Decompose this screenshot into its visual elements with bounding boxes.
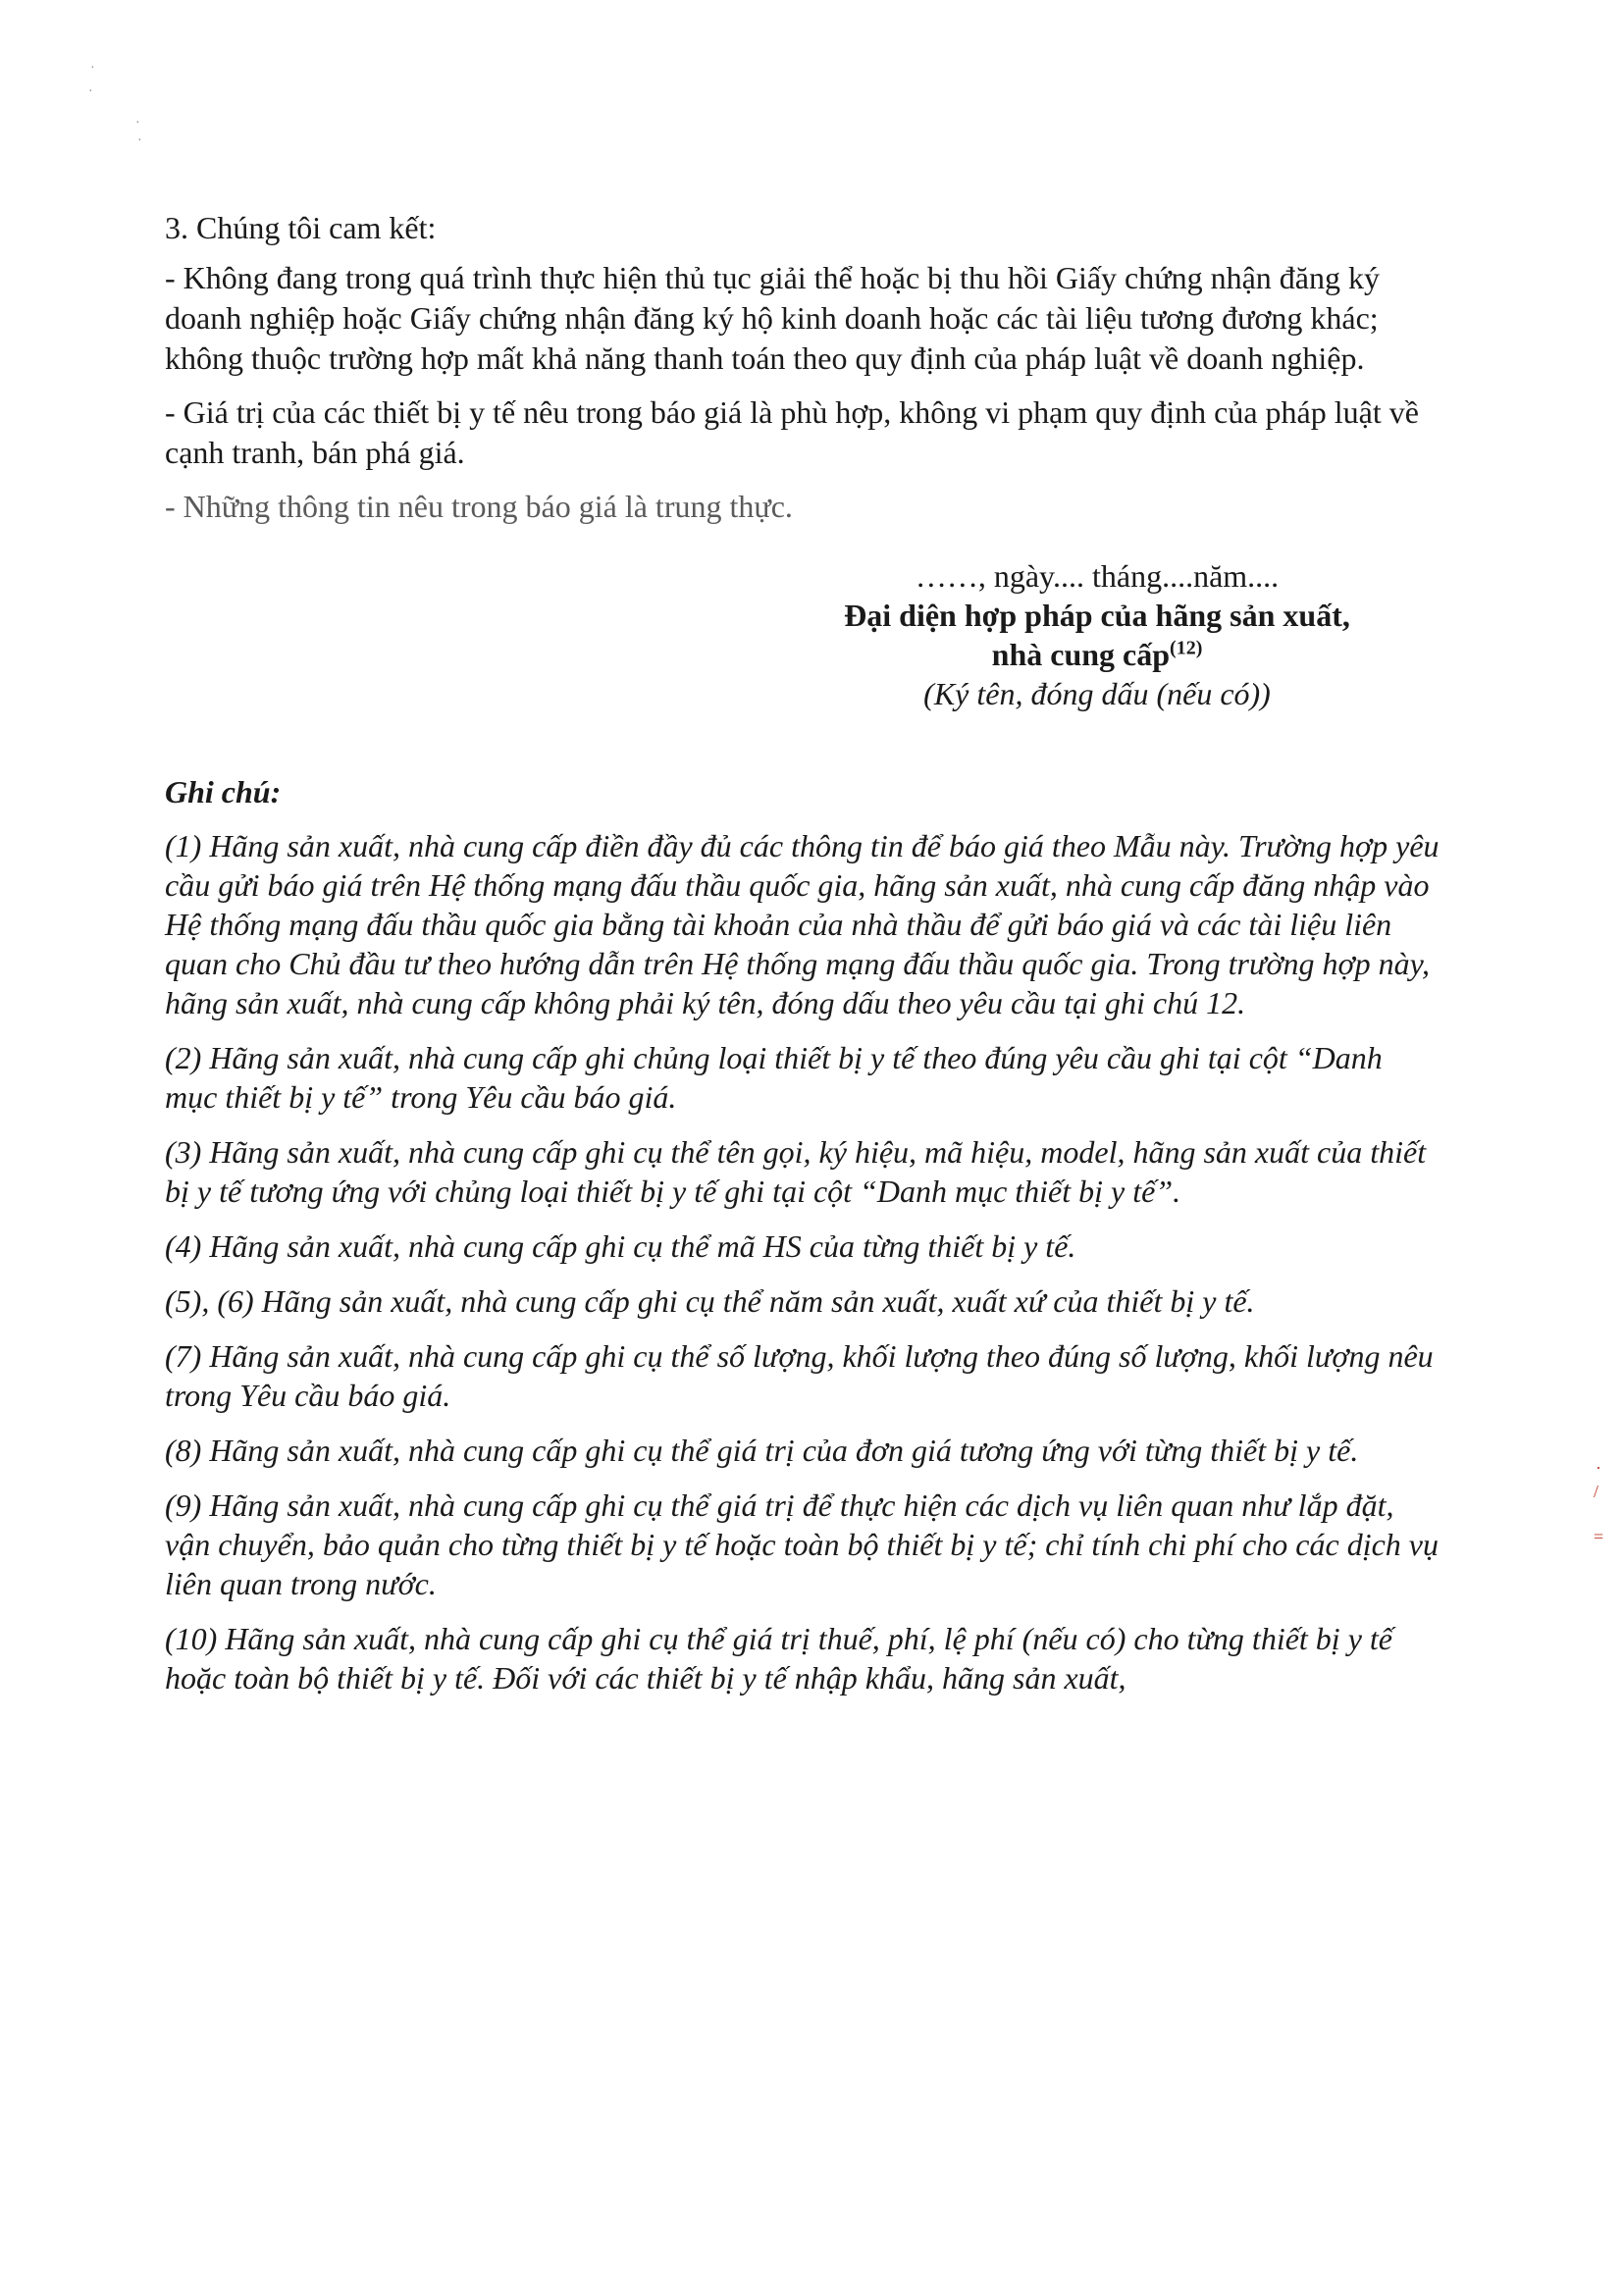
note-item: (7) Hãng sản xuất, nhà cung cấp ghi cụ thể số lượng, khối lượng theo đúng số lượng, khối lượng nêu trong Yêu cầu báo giá.: [165, 1338, 1434, 1413]
margin-mark: ·: [1596, 1458, 1601, 1478]
note-item: (1) Hãng sản xuất, nhà cung cấp điền đầy đủ các thông tin để báo giá theo Mẫu này. Trường hợp yêu cầu gửi báo giá trên Hệ thống mạng đấu thầu quốc gia, hãng sản xuất, nhà cung cấp đăng nhập vào Hệ thống mạng đấu thầu quốc gia bằng tài khoản của nhà thầu để gửi báo giá và các tài liệu liên quan cho Chủ đầu tư theo hướng dẫn trên Hệ thống mạng đấu thầu quốc gia. Trong trường hợp này, hãng sản xuất, nhà cung cấp không phải ký tên, đóng dấu theo yêu cầu tại ghi chú 12.: [165, 828, 1440, 1020]
signature-title-line2: [754, 635, 1440, 674]
scan-speck: ·: [88, 84, 93, 99]
note-item: (3) Hãng sản xuất, nhà cung cấp ghi cụ thể tên gọi, ký hiệu, mã hiệu, model, hãng sản xuất của thiết bị y tế tương ứng với chủng loại thiết bị y tế ghi tại cột “Danh mục thiết bị y tế”.: [165, 1134, 1427, 1209]
notes-title: Ghi chú:: [165, 774, 282, 809]
scan-speck: ·: [135, 116, 140, 130]
signature-instruction: (Ký tên, đóng dấu (nếu có)): [923, 676, 1271, 711]
scan-speck: ·: [137, 133, 142, 148]
scan-speck: ·: [90, 61, 95, 76]
document-page: [165, 208, 1440, 1713]
note-item: (4) Hãng sản xuất, nhà cung cấp ghi cụ thể mã HS của từng thiết bị y tế.: [165, 1228, 1076, 1264]
margin-mark: =: [1594, 1527, 1604, 1546]
note-item: (10) Hãng sản xuất, nhà cung cấp ghi cụ thể giá trị thuế, phí, lệ phí (nếu có) cho từng thiết bị y tế hoặc toàn bộ thiết bị y tế. Đối với các thiết bị y tế nhập khẩu, hãng sản xuất,: [165, 1621, 1392, 1696]
note-item: (5), (6) Hãng sản xuất, nhà cung cấp ghi cụ thể năm sản xuất, xuất xứ của thiết bị y tế.: [165, 1283, 1255, 1319]
note-item: (8) Hãng sản xuất, nhà cung cấp ghi cụ thể giá trị của đơn giá tương ứng với từng thiết bị y tế.: [165, 1433, 1359, 1468]
signature-block: [165, 556, 1440, 713]
signature-date: ……, ngày.... tháng....năm....: [915, 558, 1280, 594]
footnote-ref: (12): [1170, 637, 1203, 659]
note-item: (2) Hãng sản xuất, nhà cung cấp ghi chủng loại thiết bị y tế theo đúng yêu cầu ghi tại cột “Danh mục thiết bị y tế” trong Yêu cầu báo giá.: [165, 1040, 1383, 1115]
signature-title-line1: Đại diện hợp pháp của hãng sản xuất,: [844, 598, 1350, 633]
note-item: (9) Hãng sản xuất, nhà cung cấp ghi cụ thể giá trị để thực hiện các dịch vụ liên quan như lắp đặt, vận chuyển, bảo quản cho từng thiết bị y tế hoặc toàn bộ thiết bị y tế; chỉ tính chi phí cho các dịch vụ liên quan trong nước.: [165, 1487, 1439, 1601]
signature-title-text: nhà cung cấp: [991, 637, 1171, 672]
commitment-item: - Những thông tin nêu trong báo giá là trung thực.: [165, 489, 793, 524]
commitment-heading: 3. Chúng tôi cam kết:: [165, 210, 437, 245]
margin-mark: /: [1594, 1482, 1599, 1501]
commitment-item: - Giá trị của các thiết bị y tế nêu trong báo giá là phù hợp, không vi phạm quy định của pháp luật về cạnh tranh, bán phá giá.: [165, 394, 1419, 470]
commitment-item: - Không đang trong quá trình thực hiện thủ tục giải thể hoặc bị thu hồi Giấy chứng nhận đăng ký doanh nghiệp hoặc Giấy chứng nhận đăng ký hộ kinh doanh hoặc các tài liệu tương đương khác; không thuộc trường hợp mất khả năng thanh toán theo quy định của pháp luật về doanh nghiệp.: [165, 260, 1380, 376]
